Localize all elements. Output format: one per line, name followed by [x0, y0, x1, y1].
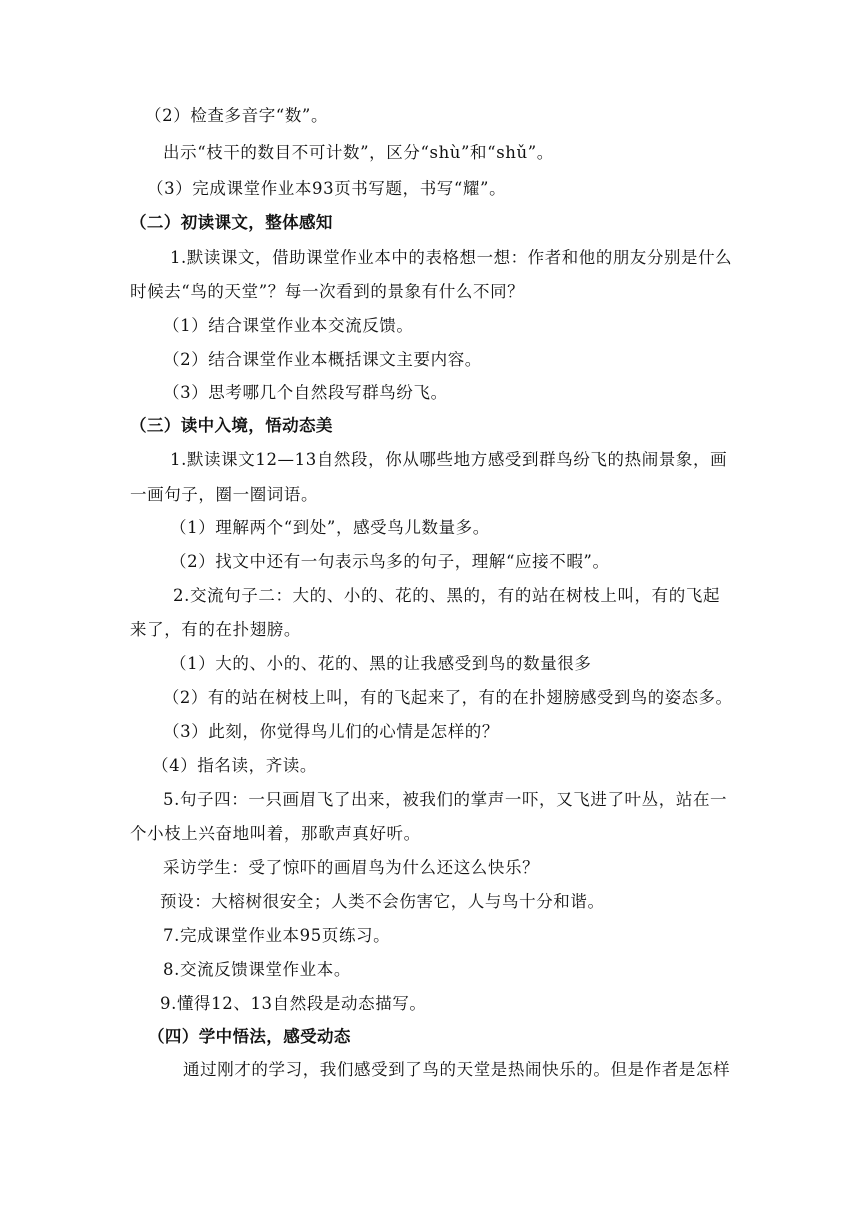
section-heading: （四）学中悟法，感受动态	[148, 1027, 351, 1046]
text-line: 一画句子，圈一圈词语。	[130, 485, 319, 504]
text-line: （1）结合课堂作业本交流反馈。	[163, 316, 414, 335]
text-line: 采访学生：受了惊吓的画眉鸟为什么还这么快乐？	[163, 858, 540, 877]
text-line: 通过刚才的学习，我们感受到了鸟的天堂是热闹快乐的。但是作者是怎样	[183, 1060, 731, 1079]
text-line: （3）完成课堂作业本93页书写题，书写“耀”。	[147, 179, 507, 198]
section-heading: （三）读中入境，悟动态美	[130, 416, 333, 435]
text-line: 个小枝上兴奋地叫着，那歌声真好听。	[130, 824, 421, 843]
text-line: （3）思考哪几个自然段写群鸟纷飞。	[163, 383, 448, 402]
text-line: 1.默读课文12—13自然段，你从哪些地方感受到群鸟纷飞的热闹景象，画	[170, 450, 728, 469]
text-line: 预设：大榕树很安全；人类不会伤害它，人与鸟十分和谐。	[160, 892, 605, 911]
text-line: 2.交流句子二：大的、小的、花的、黑的，有的站在树枝上叫，有的飞起	[173, 586, 721, 605]
text-line: 时候去“鸟的天堂”？每一次看到的景象有什么不同？	[130, 282, 525, 301]
text-line: （2）找文中还有一句表示鸟多的句子，理解“应接不暇”。	[170, 552, 610, 571]
text-line: 8.交流反馈课堂作业本。	[163, 960, 351, 979]
text-line: （1）理解两个“到处”，感受鸟儿数量多。	[170, 518, 490, 537]
text-line: 1.默读课文，借助课堂作业本中的表格想一想：作者和他的朋友分别是什么	[170, 248, 733, 267]
text-line: （2）检查多音字“数”。	[145, 106, 329, 125]
text-line: （2）结合课堂作业本概括课文主要内容。	[163, 350, 482, 369]
text-line: 来了，有的在扑翅膀。	[130, 620, 301, 639]
text-line: （2）有的站在树枝上叫，有的飞起来了，有的在扑翅膀感受到鸟的姿态多。	[163, 688, 733, 707]
text-line: 9.懂得12、13自然段是动态描写。	[160, 994, 427, 1013]
text-line: 出示“枝干的数目不可计数”，区分“shù”和“shǔ”。	[163, 143, 554, 162]
text-line: （4）指名读，齐读。	[152, 756, 317, 775]
section-heading: （二）初读课文，整体感知	[130, 213, 333, 232]
text-line: 7.完成课堂作业本95页练习。	[163, 926, 391, 945]
text-line: （3）此刻，你觉得鸟儿们的心情是怎样的？	[163, 722, 499, 741]
text-line: 5.句子四：一只画眉飞了出来，被我们的掌声一吓，又飞进了叶丛，站在一	[163, 790, 728, 809]
text-line: （1）大的、小的、花的、黑的让我感受到鸟的数量很多	[170, 654, 592, 673]
